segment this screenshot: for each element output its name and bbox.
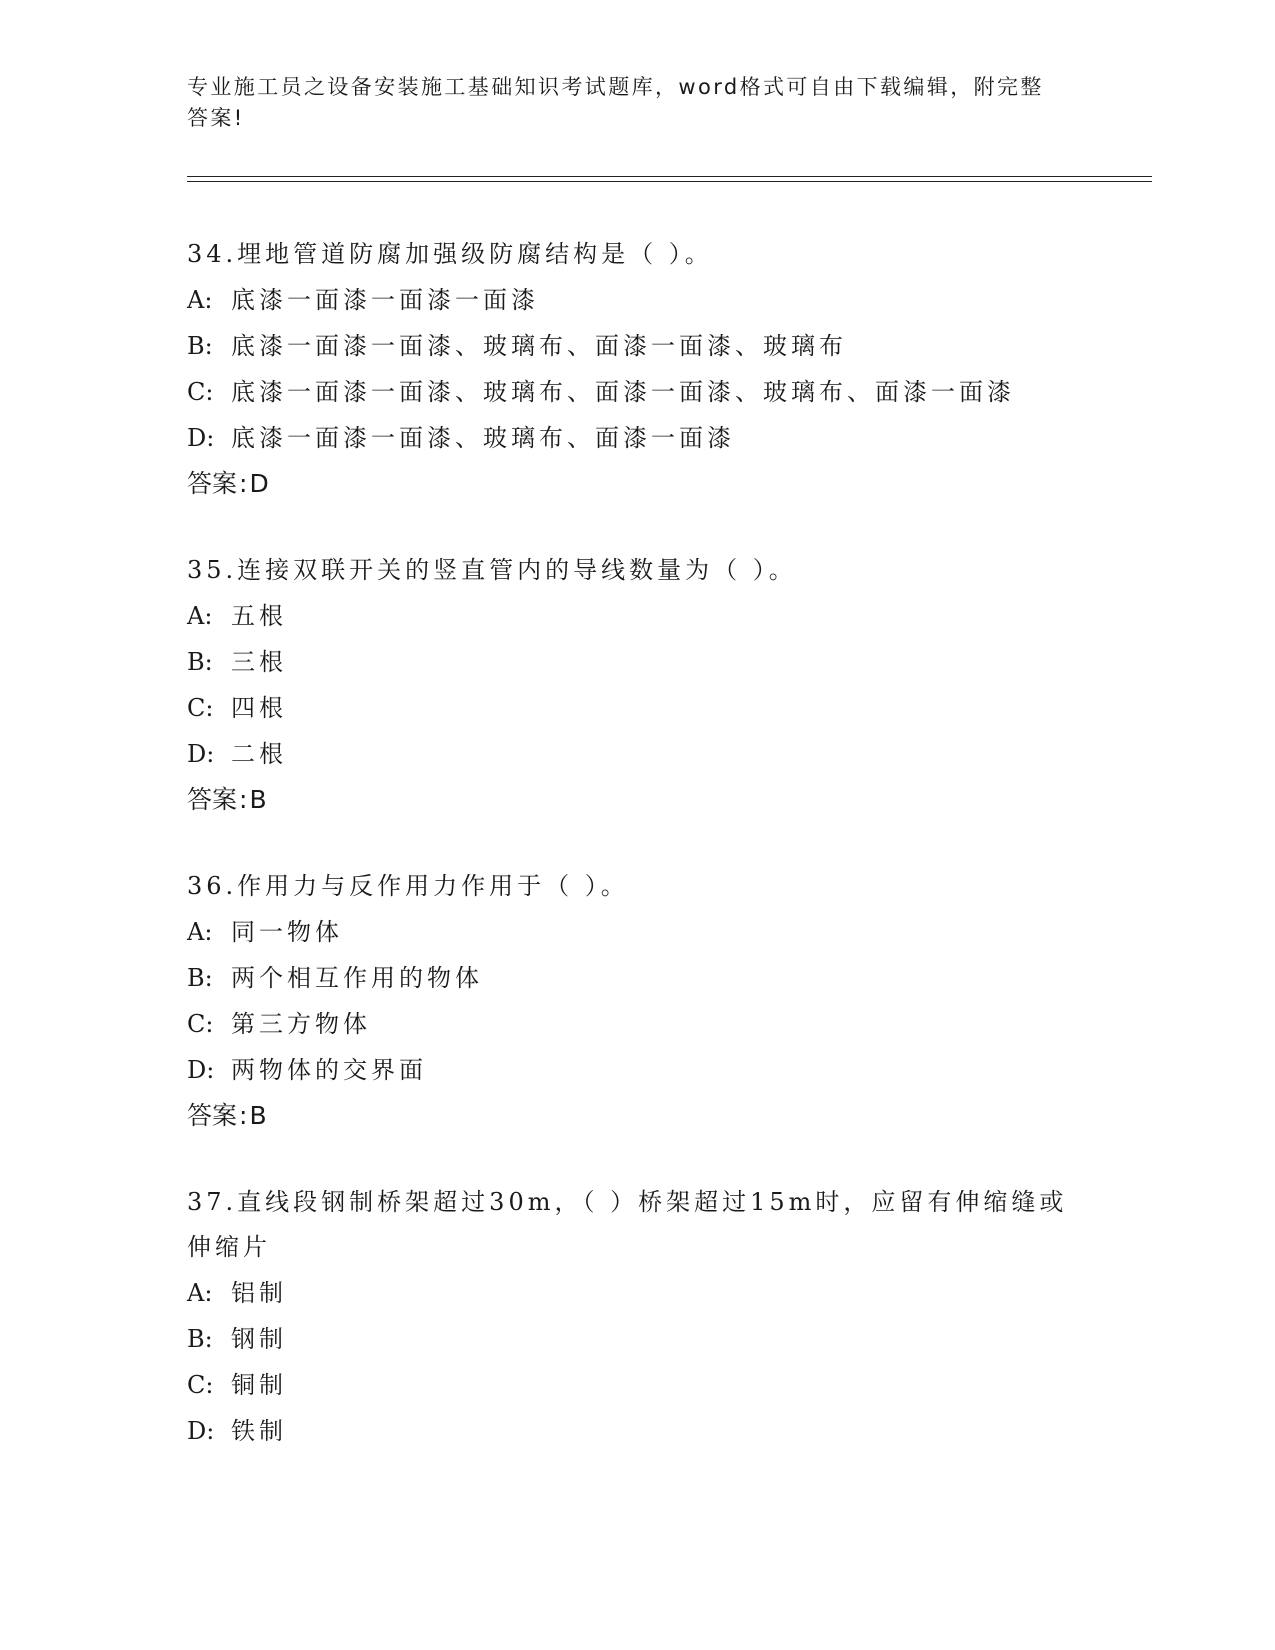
option-text: 两个相互作用的物体 xyxy=(231,964,483,992)
answer-line xyxy=(187,1093,1087,1139)
option-key: A: xyxy=(187,1279,213,1307)
document-header xyxy=(187,72,1067,134)
option-text: 同一物体 xyxy=(231,918,343,946)
option-b xyxy=(187,1316,1087,1362)
option-text: 三根 xyxy=(231,648,287,676)
option-key: B: xyxy=(187,964,213,992)
question-text xyxy=(187,864,1087,909)
answer-value: B xyxy=(249,1101,267,1130)
option-text: 底漆一面漆一面漆、玻璃布、面漆一面漆、玻璃布 xyxy=(231,332,847,360)
option-key: B: xyxy=(187,648,213,676)
option-text: 两物体的交界面 xyxy=(231,1056,427,1084)
answer-line xyxy=(187,461,1087,507)
option-text: 底漆一面漆一面漆、玻璃布、面漆一面漆、玻璃布、面漆一面漆 xyxy=(231,378,1015,406)
option-c xyxy=(187,685,1087,731)
option-b xyxy=(187,955,1087,1001)
answer-label: 答案 xyxy=(187,1101,238,1130)
header-divider-bottom xyxy=(187,181,1152,182)
option-text: 铝制 xyxy=(231,1279,287,1307)
header-text: 专业施工员之设备安装施工基础知识考试题库，word格式可自由下载编辑，附完整答案! xyxy=(187,75,1044,130)
option-text: 第三方物体 xyxy=(231,1010,371,1038)
header-divider-top xyxy=(187,176,1152,177)
question-34 xyxy=(187,232,1087,507)
question-body: 直线段钢制桥架超过30m，（ ）桥架超过15m时，应留有伸缩缝或伸缩片 xyxy=(187,1188,1068,1261)
option-key: B: xyxy=(187,332,213,360)
option-key: C: xyxy=(187,1010,214,1038)
question-text xyxy=(187,548,1087,593)
question-body: 埋地管道防腐加强级防腐结构是（ ）。 xyxy=(237,240,713,268)
answer-value: B xyxy=(249,785,267,814)
option-a xyxy=(187,593,1087,639)
answer-separator: : xyxy=(239,469,248,498)
option-text: 底漆一面漆一面漆一面漆 xyxy=(231,286,539,314)
question-body: 连接双联开关的竖直管内的导线数量为（ ）。 xyxy=(237,556,797,584)
option-key: B: xyxy=(187,1325,213,1353)
option-text: 四根 xyxy=(231,694,287,722)
answer-label: 答案 xyxy=(187,469,238,498)
question-35 xyxy=(187,548,1087,823)
question-body: 作用力与反作用力作用于（ ）。 xyxy=(237,872,629,900)
option-c xyxy=(187,1362,1087,1408)
option-d xyxy=(187,1408,1087,1454)
answer-line xyxy=(187,777,1087,823)
answer-separator: : xyxy=(239,785,248,814)
option-text: 五根 xyxy=(231,602,287,630)
option-key: A: xyxy=(187,602,213,630)
option-d xyxy=(187,731,1087,777)
option-key: D: xyxy=(187,1417,215,1445)
question-37 xyxy=(187,1180,1087,1454)
option-text: 底漆一面漆一面漆、玻璃布、面漆一面漆 xyxy=(231,424,735,452)
option-d xyxy=(187,415,1087,461)
answer-value: D xyxy=(249,469,269,498)
answer-label: 答案 xyxy=(187,785,238,814)
option-key: C: xyxy=(187,1371,214,1399)
option-text: 钢制 xyxy=(231,1325,287,1353)
option-text: 铁制 xyxy=(231,1417,287,1445)
option-a xyxy=(187,909,1087,955)
question-36 xyxy=(187,864,1087,1139)
option-c xyxy=(187,1001,1087,1047)
option-b xyxy=(187,323,1087,369)
option-text: 铜制 xyxy=(231,1371,287,1399)
option-key: A: xyxy=(187,286,213,314)
option-c xyxy=(187,369,1087,415)
question-text xyxy=(187,1180,1087,1270)
option-d xyxy=(187,1047,1087,1093)
question-number: 35. xyxy=(187,556,238,584)
question-number: 36. xyxy=(187,872,238,900)
option-key: D: xyxy=(187,424,215,452)
option-key: C: xyxy=(187,378,214,406)
option-text: 二根 xyxy=(231,740,287,768)
question-text xyxy=(187,232,1087,277)
question-number: 37. xyxy=(187,1188,238,1216)
option-b xyxy=(187,639,1087,685)
question-number: 34. xyxy=(187,240,238,268)
option-a xyxy=(187,277,1087,323)
option-key: C: xyxy=(187,694,214,722)
option-key: A: xyxy=(187,918,213,946)
answer-separator: : xyxy=(239,1101,248,1130)
option-key: D: xyxy=(187,1056,215,1084)
option-a xyxy=(187,1270,1087,1316)
option-key: D: xyxy=(187,740,215,768)
